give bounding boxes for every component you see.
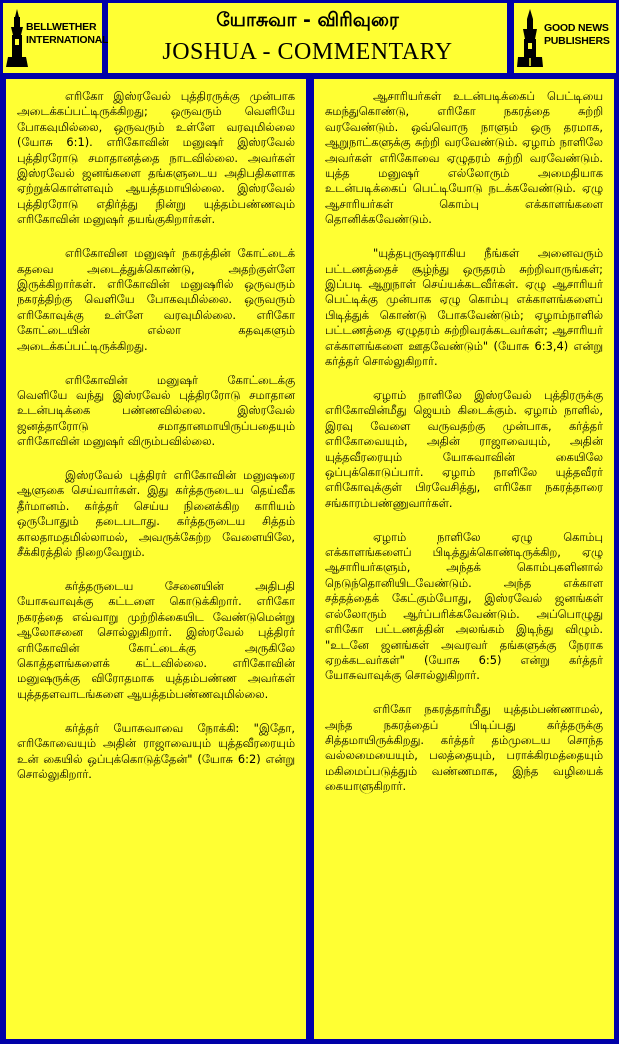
- title-english: JOSHUA - COMMENTARY: [162, 39, 453, 65]
- good-news-logo-text: GOOD NEWS PUBLISHERS: [544, 22, 610, 47]
- title-box: [108, 3, 507, 73]
- good-news-logo: [514, 3, 616, 73]
- commentary-paragraph: எரிகோ இஸ்ரவேல் புத்திரருக்கு முன்பாக அடைக்கப்பட்டிருக்கிறது; ஒருவரும் வெளியே போகவுமில்லை, ஒருவரும் உள்ளே வரவுமில்லை (யோசு 6:1). எரிகோவின் மனுஷர் இஸ்ரவேல் புத்திரரோடு சமாதானத்தை நாடவில்லை. அவர்கள் இஸ்ரவேல் ஜனங்களை தங்களுடைய அதிபதிகளாக ஏற்றுக்கொள்ளவும் ஆயத்தமாயில்லை. இஸ்ரவேல் புத்திரரோடு எதிர்த்து நின்று யுத்தம்பண்ணவும் எரிகோவின் மனுஷர் தயங்குகிறார்கள்.: [17, 89, 295, 227]
- right-column: [314, 79, 614, 1039]
- bell-tower-icon: [6, 9, 28, 69]
- bellwether-logo-text: BELLWETHER INTERNATIONAL: [26, 21, 109, 46]
- left-column: [6, 79, 306, 1039]
- bellwether-logo: [3, 3, 109, 73]
- commentary-paragraph: கர்த்தருடைய சேனையின் அதிபதி யோசுவாவுக்கு கட்டளை கொடுக்கிறார். எரிகோ நகரத்தை எவ்வாறு முற்றிக்கையிட வேண்டுமென்று ஆலோசனை சொல்லுகிறார். இஸ்ரவேல் புத்திரர் எரிகோவின் கோட்டைக்கு அருகிலே கொத்தளங்களைக் கட்டவில்லை. எரிகோவின் மனுஷருக்கு விரோதமாக யுத்தம்பண்ண அவர்கள் யுத்ததளவாடங்களை ஆயத்தம்பண்ணவுமில்லை.: [17, 578, 295, 701]
- title-tamil: யோசுவா - விரிவுரை: [216, 9, 399, 31]
- commentary-paragraph: ஆசாரியர்கள் உடன்படிக்கைப் பெட்டியை சுமந்துகொண்டு, எரிகோ நகரத்தை சுற்றி வரவேண்டும். ஒவ்வொரு நாளும் ஒரு தரமாக, ஆறுநாட்களுக்கு சுற்றி வரவேண்டும். ஏழாம் நாளிலே அவர்கள் எரிகோவை ஏழுதரம் சுற்றி வரவேண்டும். யுத்த மனுஷர் எல்லோரும் அமைதியாக உடன்படிக்கைப் பெட்டியோடு நடக்கவேண்டும். ஏழு ஆசாரியர்கள் கொம்பு எக்காளங்களை தொனிக்கவேண்டும்.: [325, 89, 603, 227]
- commentary-paragraph: ஏழாம் நாளிலே இஸ்ரவேல் புத்திரருக்கு எரிகோவின்மீது ஜெயம் கிடைக்கும். ஏழாம் நாளில், இரவு வேளை வருவதற்கு முன்பாக, கர்த்தர் எரிகோவையும், அதின் ராஜாவையும், அதின் யுத்தவீரரையும் யோசுவாவின் கையிலே ஒப்புக்கொடுப்பார். ஏழாம் நாளிலே யுத்தவீரர் எரிகோவுக்குள் பிரவேசித்து, எரிகோ நகரத்தாரை சங்காரம்பண்ணுவார்கள்.: [325, 387, 603, 510]
- book-tower-icon: [517, 9, 543, 69]
- commentary-paragraph: ஏழாம் நாளிலே ஏழு கொம்பு எக்காளங்களைப் பிடித்துக்கொண்டிருக்கிற, ஏழு ஆசாரியர்களும், அந்தக் கொம்புகளினால் நெடுந்தொனியிடவேண்டும். அந்த எக்காள சத்தத்தைக் கேட்கும்போது, இஸ்ரவேல் ஜனங்கள் எல்லோரும் ஆர்ப்பரிக்கவேண்டும். அப்பொழுது எரிகோ பட்டணத்தின் அலங்கம் இடிந்து விழும். "உடனே ஜனங்கள் அவரவர் தங்களுக்கு நேராக ஏறக்கடவர்கள்" (யோசு 6:5) என்று கர்த்தர் யோசுவாவுக்கு சொல்லுகிறார்.: [325, 529, 603, 683]
- commentary-paragraph: எரிகோவின் மனுஷர் கோட்டைக்கு வெளியே வந்து இஸ்ரவேல் புத்திரரோடு சமாதான உடன்படிக்கை பண்ணவில்லை. இஸ்ரவேல் ஜனத்தாரோடு சமாதானமாயிருப்பதையும் எரிகோவின் மனுஷர் விரும்பவில்லை.: [17, 372, 295, 449]
- commentary-paragraph: இஸ்ரவேல் புத்திரர் எரிகோவின் மனுஷரை ஆளுகை செய்வார்கள். இது கர்த்தருடைய தெய்வீக தீர்மானம். கர்த்தர் செய்ய நினைக்கிற காரியம் ஒருபோதும் தடைபடாது. கர்த்தருடைய சித்தம் காலதாமதமில்லாமல், அவருக்கேற்ற வேளையிலே, சீக்கிரத்தில் நிறைவேறும்.: [17, 468, 295, 560]
- commentary-paragraph: கர்த்தர் யோசுவாவை நோக்கி: "இதோ, எரிகோவையும் அதின் ராஜாவையும் யுத்தவீரரையும் உன் கையில் ஒப்புக்கொடுத்தேன்" (யோசு 6:2) என்று சொல்லுகிறார்.: [17, 720, 295, 781]
- commentary-paragraph: எரிகோ நகரத்தார்மீது யுத்தம்பண்ணாமல், அந்த நகரத்தைப் பிடிப்பது கர்த்தருக்கு சித்தமாயிருக்கிறது. கர்த்தர் தம்முடைய சொந்த வல்லமையையும், பலத்தையும், பராக்கிரமத்தையும் மகிமைப்படுத்தும் வண்ணமாக, இந்த வழியைக் கையாளுகிறார்.: [325, 702, 603, 794]
- commentary-paragraph: எரிகோவின மனுஷர் நகரத்தின் கோட்டைக் கதவை அடைத்துக்கொண்டு, அதற்குள்ளே இருக்கிறார்கள். எரிகோவின் மனுஷரில் ஒருவரும் நகரத்திற்கு வெளியே போகவுமில்லை. ஒருவரும் எரிகோவுக்கு உள்ளே வரவுமில்லை. எரிகோ கோட்டையின் எல்லா கதவுகளும் அடைக்கப்பட்டிருக்கிறது.: [17, 246, 295, 353]
- commentary-paragraph: "யுத்தபுருஷராகிய நீங்கள் அனைவரும் பட்டணத்தைச் சூழ்ந்து ஒருதரம் சுற்றிவாருங்கள்; இப்படி ஆறுநாள் செய்யக்கடவீர்கள். ஏழு ஆசாரியர் பெட்டிக்கு முன்பாக ஏழு கொம்பு எக்காளங்களைப் பிடித்துக் கொண்டு போகவேண்டும்; ஏழாம்நாளில் பட்டணத்தை ஏழுதரம் சுற்றிவரக்கடவர்கள்; ஆசாரியர் எக்காளங்களை ஊதவேண்டும்" (யோசு 6:3,4) என்று கர்த்தர் சொல்லுகிறார்.: [325, 246, 603, 368]
